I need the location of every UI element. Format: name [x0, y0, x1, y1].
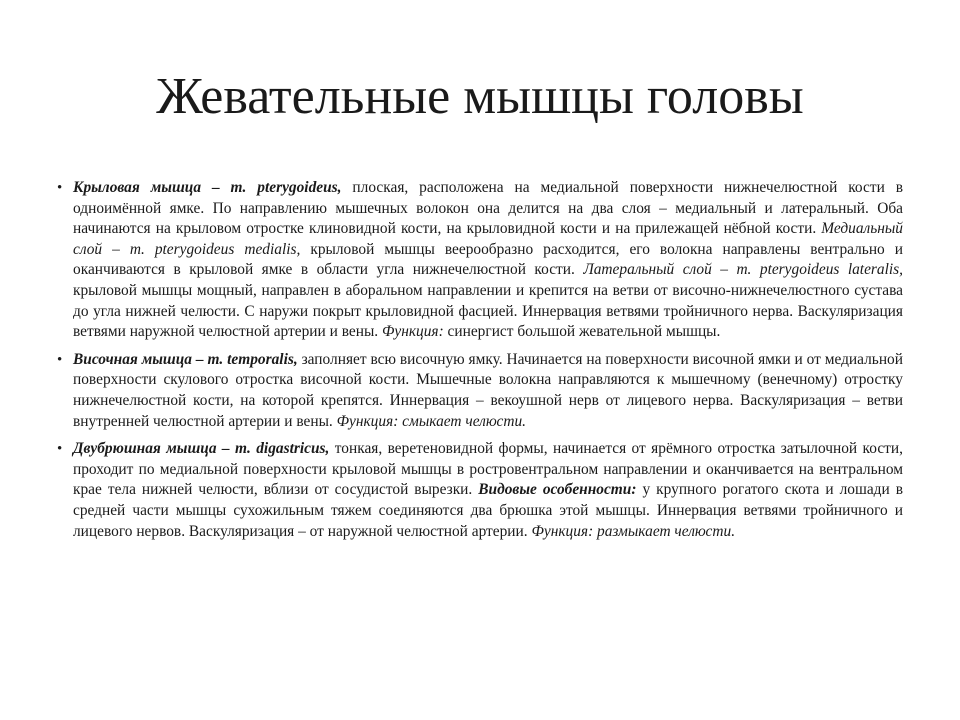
body-text: заполняет всю височную ямку. Начинается на поверхности височной ямки и от медиальной поверхности скулового отростка височной кости. Мышечные волокна направляются к мышечному (венечному) отростку нижнечелюстной кости, на которой крепятся. Иннервация – векоушной нерв от лицевого нерва. Васкуляризация – ветви внутренней челюстной артерии и вены.: [73, 350, 903, 430]
body-text: крыловой мышцы веерообразно расходится, его волокна направлены вентрально и оканчиваются в крыловой ямке в области угла нижнечелюстной кости.: [73, 240, 903, 279]
bullet-item: [57, 439, 903, 542]
bullet-list: [57, 178, 903, 542]
bullet-icon: •: [57, 441, 63, 458]
slide-title: Жевательные мышцы головы: [156, 68, 804, 125]
bullet-item: [57, 350, 903, 432]
term-heading: Двубрюшная мышца – m. digastricus,: [73, 440, 330, 458]
italic-text: Функция:: [381, 323, 444, 341]
italic-text: Медиальный слой – m. pterygoideus medialis,: [73, 220, 903, 258]
term-heading: Видовые особенности:: [478, 481, 637, 499]
bullet-item: [57, 178, 903, 343]
italic-text: Латеральный слой – m. pterygoideus lateralis,: [583, 261, 903, 279]
body-text: крыловой мышцы мощный, направлен в аборальном направлении и крепится на ветви от височно-нижнечелюстного сустава до угла нижней челюсти. С наружи покрыт крыловидной фасцией. Иннервация ветвями тройничного нерва. Васкуляризация ветвями наружной челюстной артерии и вены.: [73, 281, 903, 341]
body-text: у крупного рогатого скота и лошади в средней части мышцы сухожильным тяжем соединяются два брюшка этой мышцы. Иннервация ветвями тройничного и лицевого нервов. Васкуляризация – от наружной челюстной артерии.: [73, 481, 903, 540]
body-text: синергист большой жевательной мышцы.: [443, 323, 721, 341]
bullet-icon: •: [57, 351, 63, 368]
body-text: плоская, расположена на медиальной поверхности нижнечелюстной кости в одноимённой ямке. По направлению мышечных волокон она делится на два слоя – медиальный и латеральный. Оба начинаются на крыловом отростке клиновидной кости, на крыловидной кости и на прилежащей нёбной кости.: [73, 179, 903, 238]
bullet-icon: •: [57, 180, 63, 196]
italic-text: Функция: смыкает челюсти.: [336, 412, 527, 430]
term-heading: Височная мышца – m. temporalis,: [73, 350, 298, 368]
body-text: тонкая, веретеновидной формы, начинается от ярёмного отростка затылочной кости, проходит по медиальной поверхности крыловой мышцы в ростровентральном направлении и оканчивается на вентральном крае тела нижней челюсти, вблизи от сосудистой вырезки.: [73, 440, 903, 499]
term-heading: Крыловая мышца – m. pterygoideus,: [73, 179, 342, 196]
italic-text: Функция: размыкает челюсти.: [531, 522, 736, 540]
